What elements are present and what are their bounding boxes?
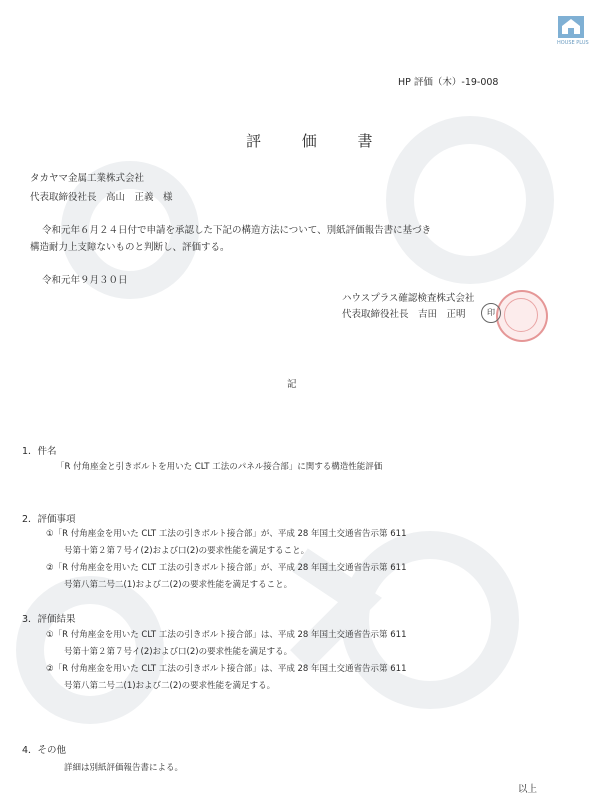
recipient-representative: 代表取締役社長 高山 正義 様 — [30, 192, 173, 203]
section-3-heading: 3．評価結果 — [22, 614, 76, 625]
section-3-item-1-line-2: 号第十第２第７号イ(2)および口(2)の要求性能を満足する。 — [64, 647, 293, 657]
section-3-item-1-line-1: ①「R 付角座金を用いた CLT 工法の引きボルト接合部」は、平成 28 年国土交通省告示第 611 — [46, 630, 407, 640]
section-2-item-2-line-2: 号第八第二号二(1)および二(2)の要求性能を満足すること。 — [64, 580, 293, 590]
document-number: HP 評価（木）-19-008 — [398, 77, 499, 88]
section-1-heading: 1．件名 — [22, 446, 57, 457]
body-text-line-2: 構造耐力上支障ないものと判断し、評価する。 — [30, 242, 230, 253]
logo-text: HOUSE PLUS — [557, 40, 589, 46]
section-3-item-2-line-1: ②「R 付角座金を用いた CLT 工法の引きボルト接合部」は、平成 28 年国土交通省告示第 611 — [46, 664, 407, 674]
body-text-line-1: 令和元年６月２４日付で申請を承認した下記の構造方法について、別紙評価報告書に基づき — [42, 225, 432, 236]
section-3-item-2-line-2: 号第八第二号二(1)および二(2)の要求性能を満足する。 — [64, 681, 276, 691]
issuer-representative: 代表取締役社長 吉田 正明 — [342, 309, 466, 320]
section-2-heading: 2．評価事項 — [22, 514, 76, 525]
section-2-item-1-line-2: 号第十第２第７号イ(2)および口(2)の要求性能を満足すること。 — [64, 546, 310, 556]
seal-mark: 印 — [481, 303, 501, 323]
section-2-item-2-line-1: ②「R 付角座金を用いた CLT 工法の引きボルト接合部」が、平成 28 年国土交通省告示第 611 — [46, 563, 407, 573]
ki-label: 記 — [287, 379, 297, 390]
house-logo-icon — [556, 14, 586, 40]
issue-date: 令和元年９月３０日 — [42, 275, 128, 286]
closing-mark: 以上 — [518, 784, 538, 795]
section-1-text: 「R 付角座金と引きボルトを用いた CLT 工法のパネル接合部」に関する構造性能評価 — [56, 462, 383, 472]
section-4-text: 詳細は別紙評価報告書による。 — [64, 763, 184, 773]
recipient-company: タカヤマ金属工業株式会社 — [30, 173, 145, 184]
company-seal — [496, 290, 548, 342]
section-4-heading: 4．その他 — [22, 745, 67, 756]
document-title: 評 価 書 — [246, 132, 391, 150]
section-2-item-1-line-1: ①「R 付角座金を用いた CLT 工法の引きボルト接合部」が、平成 28 年国土交通省告示第 611 — [46, 529, 407, 539]
company-logo — [556, 14, 589, 46]
issuer-company: ハウスプラス確認検査株式会社 — [342, 293, 475, 304]
